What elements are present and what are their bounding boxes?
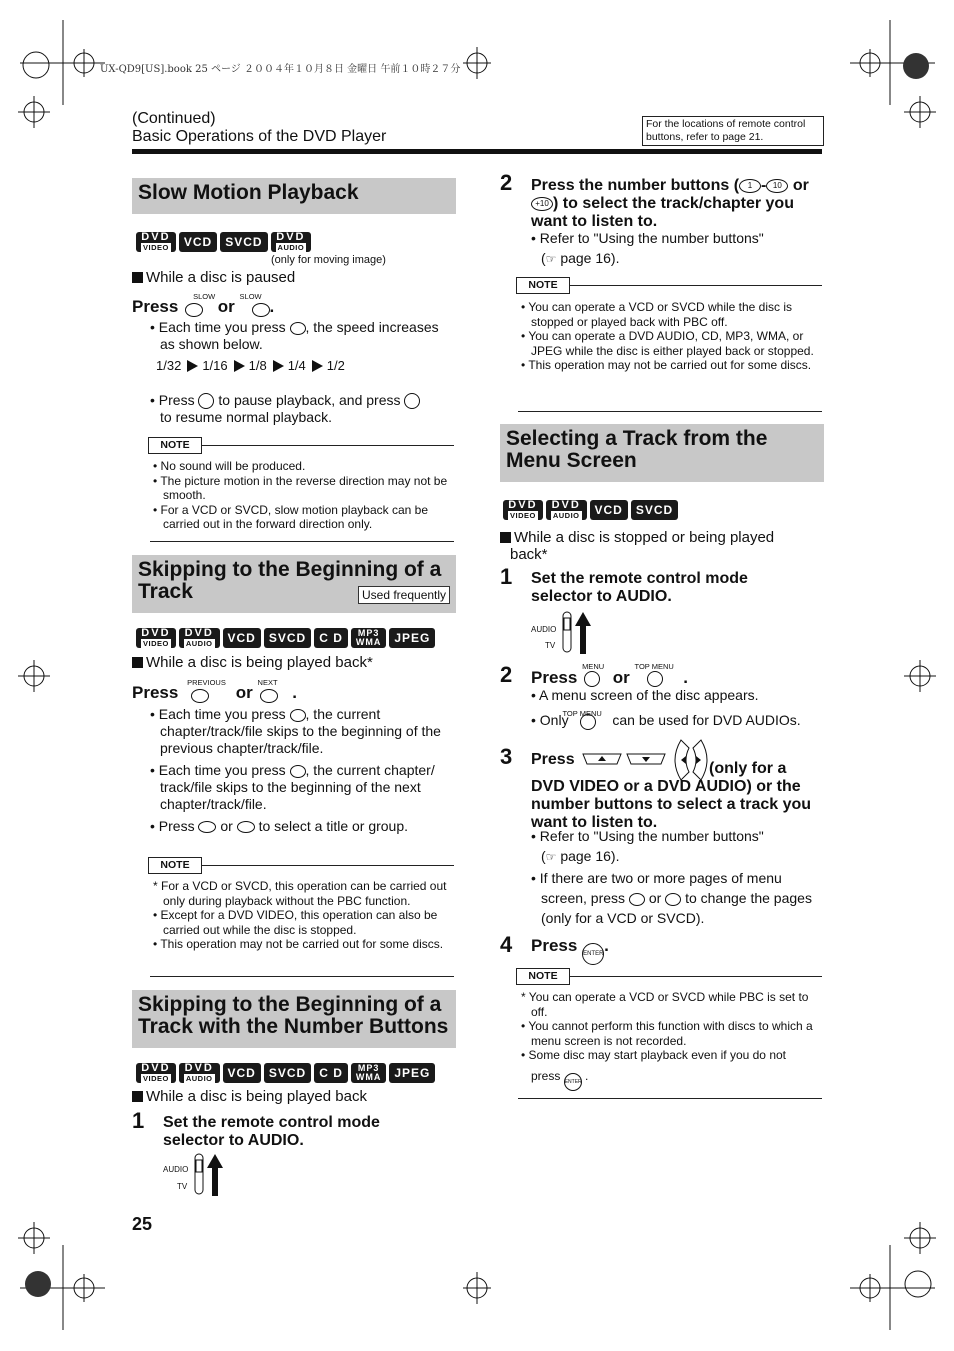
badge-vcd: VCD	[223, 628, 261, 648]
badge-cd: C D	[314, 628, 348, 648]
menu-step1: Set the remote control mode selector to AUDIO.	[531, 570, 748, 605]
step-number: 1	[132, 1108, 145, 1133]
group-skip-back-icon	[198, 821, 216, 833]
badge-dvd-video: DVD VIDEO	[136, 628, 176, 648]
header-rule	[132, 149, 822, 154]
badge-svcd: SVCD	[264, 628, 311, 648]
badge-vcd: VCD	[590, 500, 628, 520]
previous-button-icon	[629, 893, 645, 906]
step-number: 1	[500, 564, 513, 589]
skipnum-note-label: NOTE	[516, 277, 570, 294]
badge-dvd-audio: DVD AUDIO	[179, 628, 220, 648]
badge-dvd-video: DVD VIDEO	[136, 232, 176, 252]
slow-bullet-2: • Press to pause playback, and press to resume normal playback.	[150, 392, 450, 426]
speed-3: 1/8	[248, 358, 267, 373]
group-skip-forward-icon	[237, 821, 255, 833]
badge-vcd: VCD	[223, 1063, 261, 1083]
slow-reverse-button-icon: SLOW	[183, 296, 213, 314]
badge-mp3-wma: MP3 WMA	[351, 628, 387, 648]
badge-cd: C D	[314, 1063, 348, 1083]
skipnum-step2-bullet: • Refer to "Using the number buttons" (☞ page 16).	[531, 230, 764, 266]
skip-badges	[136, 628, 435, 648]
menu-button-icon: MENU	[582, 668, 608, 686]
next-button-icon	[290, 765, 306, 778]
number-button-plus10-icon: +10	[531, 197, 553, 211]
badge-dvd-video: DVD VIDEO	[136, 1063, 176, 1083]
slow-forward-button-icon: SLOW	[240, 296, 270, 314]
skip-heading: Skipping to the Beginning of a Track	[132, 555, 456, 613]
step-number: 4	[500, 932, 513, 957]
skipnum-condition: While a disc is being played back	[132, 1088, 367, 1105]
menu-badges	[503, 500, 678, 520]
badge-jpeg: JPEG	[389, 628, 435, 648]
top-menu-button-icon: TOP MENU	[635, 668, 679, 686]
reference-hand-icon: ☞	[545, 252, 557, 266]
skip-condition: While a disc is being played back*	[132, 654, 373, 671]
top-menu-button-icon: TOP MENU	[572, 712, 608, 728]
menu-step2: Press MENU or TOP MENU .	[531, 662, 688, 687]
menu-step3-bullets: • Refer to "Using the number buttons" (☞ page 16). • If there are two or more pages of menu screen, press or to change the pages (only for a VCD or SVCD).	[531, 828, 812, 926]
step-number: 3	[500, 744, 513, 769]
skip-press-line: Press PREVIOUS or NEXT .	[132, 678, 297, 702]
badge-vcd: VCD	[179, 232, 217, 252]
badge-dvd-audio: DVD AUDIO	[271, 232, 312, 252]
previous-button-icon: PREVIOUS	[183, 682, 231, 700]
note-rule	[570, 976, 822, 977]
previous-button-icon	[290, 709, 306, 722]
badge-svcd: SVCD	[220, 232, 267, 252]
mode-selector-icon: AUDIO TV	[531, 610, 601, 656]
pause-button-icon	[198, 393, 214, 409]
menu-step2-bullets: • A menu screen of the disc appears. • Only TOP MENU can be used for DVD AUDIOs.	[531, 687, 801, 728]
menu-screen-heading: Selecting a Track from the Menu Screen	[500, 424, 824, 482]
slow-notes: • No sound will be produced. • The picture motion in the reverse direction may not be smooth. • For a VCD or SVCD, slow motion playback can be carried out in the forward direction only.	[153, 459, 448, 531]
reference-hand-icon: ☞	[545, 850, 557, 864]
note-end-rule	[150, 541, 454, 542]
print-header: UX-QD9[US].book 25 ページ ２００４年１０月８日 金曜日 午前１０時２７分	[100, 64, 461, 75]
slow-bullet-1: • Each time you press , the speed increases as shown below.	[150, 319, 439, 352]
badge-svcd: SVCD	[631, 500, 678, 520]
badge-svcd: SVCD	[264, 1063, 311, 1083]
menu-step4: Press ENTER.	[531, 936, 609, 965]
badge-jpeg: JPEG	[389, 1063, 435, 1083]
mode-selector-icon: AUDIO TV	[163, 1152, 233, 1198]
enter-button-icon: ENTER	[564, 1073, 582, 1091]
skip-bullets: • Each time you press , the current chapter/track/file skips to the beginning of the previous chapter/track/file. • Each time you press , the current chapter/ track/file skips to the beginning of the next chapter/track/file. • Press or to select a title or group.	[150, 706, 441, 834]
section-title: Basic Operations of the DVD Player	[132, 128, 387, 145]
note-rule	[202, 445, 454, 446]
speed-1: 1/32	[156, 358, 182, 373]
running-header	[132, 110, 386, 146]
note-rule	[202, 865, 454, 866]
moving-image-note: (only for moving image)	[271, 254, 386, 266]
step-number: 2	[500, 170, 513, 195]
slow-badges	[136, 232, 311, 252]
note-end-rule	[150, 976, 454, 977]
speed-4: 1/4	[287, 358, 306, 373]
step-number: 2	[500, 662, 513, 687]
skipnum-notes: • You can operate a VCD or SVCD while the disc is stopped or played back with PBC off. • You can operate a DVD AUDIO, CD, MP3, WMA, or JPEG while the disc is either played back or stopped. • This operation may not be carried out for some discs.	[521, 300, 814, 372]
continued-label: (Continued)	[132, 110, 216, 127]
slow-note-label: NOTE	[148, 437, 202, 454]
slow-press-line: Press SLOW or SLOW .	[132, 292, 275, 316]
number-button-1-icon: 1	[739, 179, 761, 193]
badge-mp3-wma: MP3 WMA	[351, 1063, 387, 1083]
skipnum-step1: Set the remote control mode selector to AUDIO.	[163, 1114, 380, 1149]
skip-note-label: NOTE	[148, 857, 202, 874]
next-button-icon	[665, 893, 681, 906]
speed-2: 1/16	[202, 358, 228, 373]
menu-condition: While a disc is stopped or being played back*	[500, 529, 800, 563]
badge-dvd-video: DVD VIDEO	[503, 500, 543, 520]
menu-step3: Press (only for a DVD VIDEO or a DVD AUDIO) or the number buttons to select a track you want to listen to.	[531, 738, 821, 832]
cursor-buttons-icon	[581, 738, 721, 782]
menu-note-label: NOTE	[516, 968, 570, 985]
menu-notes: * You can operate a VCD or SVCD while PBC is set to off. • You cannot perform this function with discs to which a menu screen is not recorded. • Some disc may start playback even if you do not press ENTER .	[521, 990, 821, 1091]
enter-button-icon: ENTER	[582, 943, 604, 965]
speed-5: 1/2	[326, 358, 345, 373]
slow-button-icon	[290, 322, 306, 335]
note-end-rule	[518, 411, 822, 412]
speed-sequence	[156, 358, 345, 373]
used-frequently-tag: Used frequently	[358, 586, 450, 604]
ref-note-box: For the locations of remote control buttons, refer to page 21.	[642, 116, 824, 146]
play-button-icon	[404, 393, 420, 409]
badge-dvd-audio: DVD AUDIO	[546, 500, 587, 520]
note-end-rule	[518, 1098, 822, 1099]
skip-notes: * For a VCD or SVCD, this operation can be carried out only during playback without the PBC function. • Except for a DVD VIDEO, this operation can also be carried out while the disc is stopped. • This operation may not be carried out for some discs.	[153, 879, 447, 951]
skipnum-step2: Press the number buttons ( 1 - 10 or +10 ) to select the track/chapter you want to listen to.	[531, 177, 809, 230]
page-number: 25	[132, 1214, 153, 1234]
note-rule	[570, 285, 822, 286]
slow-condition: While a disc is paused	[132, 269, 295, 286]
slow-motion-heading: Slow Motion Playback	[132, 178, 456, 214]
next-button-icon: NEXT	[258, 682, 288, 700]
number-button-10-icon: 10	[766, 179, 788, 193]
skip-number-heading: Skipping to the Beginning of a Track with the Number Buttons	[132, 990, 456, 1048]
badge-dvd-audio: DVD AUDIO	[179, 1063, 220, 1083]
skipnum-badges	[136, 1063, 435, 1083]
